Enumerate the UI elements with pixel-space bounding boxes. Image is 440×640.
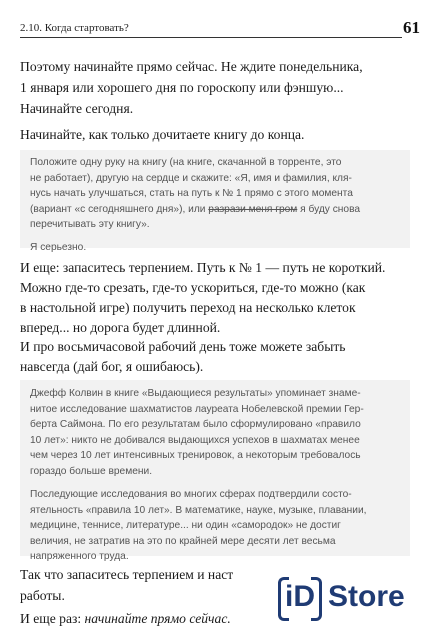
ten-year-rule-callout-box <box>20 380 410 562</box>
text-line: И еще: запаситесь терпением. Путь к № 1 — путь не короткий. <box>20 260 386 275</box>
paragraph-start-today: Начинайте сегодня. <box>20 101 134 116</box>
text-line: берта Саймона. По его результатам было сформулировано «правило <box>30 419 361 430</box>
text-line: Джефф Колвин в книге «Выдающиеся результаты» упоминает знаме- <box>30 388 361 399</box>
text-line: вперед... но дорога будет длинной. <box>20 320 221 335</box>
paragraph-workday <box>20 337 410 377</box>
text-line: 1 января или хорошего дня по гороскопу или фэншую... <box>20 80 344 95</box>
header-rule <box>20 37 402 38</box>
text-line: гораздо больше времени. <box>30 465 153 477</box>
text-line: Последующие исследования во многих сферах подтвердили состо- <box>30 489 352 500</box>
text-line: ятельность «правила 10 лет». В математике, науке, музыке, плавании, <box>30 504 367 516</box>
callout-paragraph <box>30 155 402 233</box>
paragraph-start-now <box>20 56 410 98</box>
logo-id-mark <box>278 577 322 617</box>
logo-mark-text: iD <box>285 580 315 613</box>
text-line: я буду снова <box>297 203 361 215</box>
text-line: 10 лет»: никто не добивался выдающихся успехов в шахматах менее <box>30 434 360 446</box>
section-title: 2.10. Когда стартовать? <box>20 22 129 34</box>
emphasis-start-now: начинайте прямо сейчас. <box>84 611 231 626</box>
running-header <box>20 18 420 40</box>
idstore-watermark-logo <box>272 567 432 627</box>
logo-wordmark: Store <box>328 580 405 613</box>
text-line: медицине, теннисе, литературе... ни один «самородок» не достиг <box>30 520 341 531</box>
text-line: И про восьмичасовой рабочий день тоже можете забыть <box>20 339 346 354</box>
text-line: Положите одну руку на книгу (на книге, скачанной в торренте, это <box>30 157 342 168</box>
struck-phrase: разрази меня гром <box>208 203 298 215</box>
text-line: Поэтому начинайте прямо сейчас. Не ждите понедельника, <box>20 59 363 74</box>
text-line: величия, не затратив на это по крайней мере десяти лет весьма <box>30 535 336 547</box>
callout-seriously: Я серьезно. <box>30 241 87 253</box>
text-line: Можно где-то срезать, где-то ускориться, где-то можно (как <box>20 280 366 295</box>
paragraph-after-book: Начинайте, как только дочитаете книгу до конца. <box>20 127 305 142</box>
callout-paragraph <box>30 487 402 565</box>
text-line: нитое исследование шахматистов лауреата Нобелевской премии Гер- <box>30 403 364 415</box>
text-line: перечитывать эту книгу». <box>30 219 150 230</box>
text-line: (вариант «с сегодняшнего дня»), или <box>30 203 209 215</box>
right-bracket-icon <box>311 577 322 621</box>
text-line: И еще раз: <box>20 611 85 626</box>
text-line: чем через 10 лет интенсивных тренировок, а некоторым требовалось <box>30 450 361 461</box>
text-line: не работает), другую на сердце и скажите: «Я, имя и фамилия, кля- <box>30 172 352 184</box>
text-line: нусь начать улучшаться, стать на путь к № 1 прямо с этого момента <box>30 188 353 199</box>
oath-callout-box <box>20 150 410 253</box>
paragraph-patience <box>20 258 410 338</box>
left-bracket-icon <box>278 577 289 621</box>
text-line: в настольной игре) получить переход на несколько клеток <box>20 300 356 315</box>
page-number: 61 <box>403 18 420 37</box>
text-line: Так что запаситесь терпением и наст <box>20 567 234 582</box>
callout-paragraph <box>30 386 402 479</box>
text-line: навсегда (дай бог, я ошибаюсь). <box>20 359 204 374</box>
text-line: работы. <box>20 588 65 603</box>
text-line: напряженного труда. <box>30 551 129 562</box>
